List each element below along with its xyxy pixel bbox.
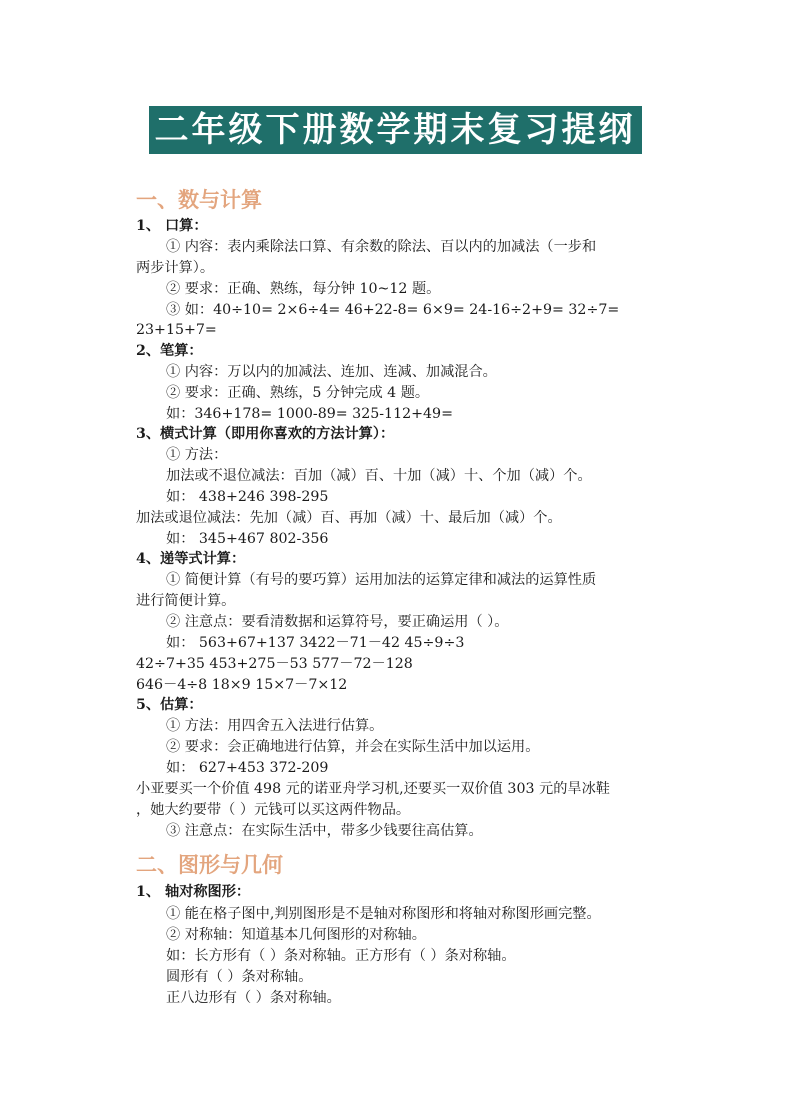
item-heading-symmetry: 1、 轴对称图形：: [136, 884, 251, 900]
text-line: 加法或退位减法：先加（减）百、再加（减）十、最后加（减）个。: [136, 510, 562, 526]
text-line: 23+15+7=: [136, 322, 217, 338]
text-line: ② 要求：正确、熟练，5 分钟完成 4 题。: [166, 385, 430, 401]
text-line: 如： 345+467 802-356: [166, 531, 329, 547]
text-line: 正八边形有（ ）条对称轴。: [166, 990, 341, 1006]
text-line: 两步计算）。: [136, 260, 215, 276]
text-line: 进行简便计算。: [136, 593, 236, 609]
text-line: 加法或不退位减法：百加（减）百、十加（减）十、个加（减）个。: [166, 468, 592, 484]
item-heading-oral: 1、 口算：: [136, 218, 208, 234]
text-line: 如： 627+453 372-209: [166, 760, 329, 776]
text-line: 小亚要买一个价值 498 元的诺亚舟学习机,还要买一双价值 303 元的旱冰鞋: [136, 781, 610, 797]
text-line: 如：长方形有（ ）条对称轴。正方形有（ ）条对称轴。: [166, 948, 516, 964]
item-heading-horizontal: 3、横式计算（即用你喜欢的方法计算）：: [136, 426, 395, 442]
text-line: 如：346+178= 1000-89= 325-112+49=: [166, 406, 453, 422]
text-line: ② 注意点：要看清数据和运算符号，要正确运用（ ）。: [166, 614, 509, 630]
text-line: ① 内容：表内乘除法口算、有余数的除法、百以内的加减法（一步和: [166, 239, 597, 255]
title-wrap: [0, 106, 790, 154]
page-title: 二年级下册数学期末复习提纲: [149, 106, 642, 154]
text-line: ② 要求：会正确地进行估算，并会在实际生活中加以运用。: [166, 739, 540, 755]
text-line: ③ 如：40÷10= 2×6÷4= 46+22-8= 6×9= 24-16÷2+9= 32÷7=: [166, 302, 620, 318]
text-line: ，她大约要带（ ）元钱可以买这两件物品。: [136, 802, 411, 818]
item-heading-written: 2、笔算：: [136, 343, 203, 359]
text-line: ① 方法：: [166, 447, 228, 463]
text-line: 如： 563+67+137 3422－71－42 45÷9÷3: [166, 635, 465, 651]
text-line: ② 要求：正确、熟练，每分钟 10~12 题。: [166, 281, 441, 297]
item-heading-stepwise: 4、递等式计算：: [136, 551, 246, 567]
text-line: 646－4÷8 18×9 15×7－7×12: [136, 677, 348, 693]
text-line: ③ 注意点：在实际生活中，带多少钱要往高估算。: [166, 823, 483, 839]
section-heading-number-calc: 一、数与计算: [136, 188, 262, 212]
text-line: 42÷7+35 453+275－53 577－72－128: [136, 656, 413, 672]
text-line: 如： 438+246 398-295: [166, 489, 329, 505]
text-line: ① 简便计算（有号的要巧算）运用加法的运算定律和减法的运算性质: [166, 572, 597, 588]
section-heading-geometry: 二、图形与几何: [136, 853, 283, 877]
item-heading-estimate: 5、估算：: [136, 697, 203, 713]
text-line: ② 对称轴：知道基本几何图形的对称轴。: [166, 927, 426, 943]
text-line: ① 能在格子图中,判别图形是不是轴对称图形和将轴对称图形画完整。: [166, 906, 601, 922]
text-line: ① 内容：万以内的加减法、连加、连减、加减混合。: [166, 364, 497, 380]
text-line: 圆形有（ ）条对称轴。: [166, 969, 313, 985]
text-line: ① 方法：用四舍五入法进行估算。: [166, 718, 384, 734]
